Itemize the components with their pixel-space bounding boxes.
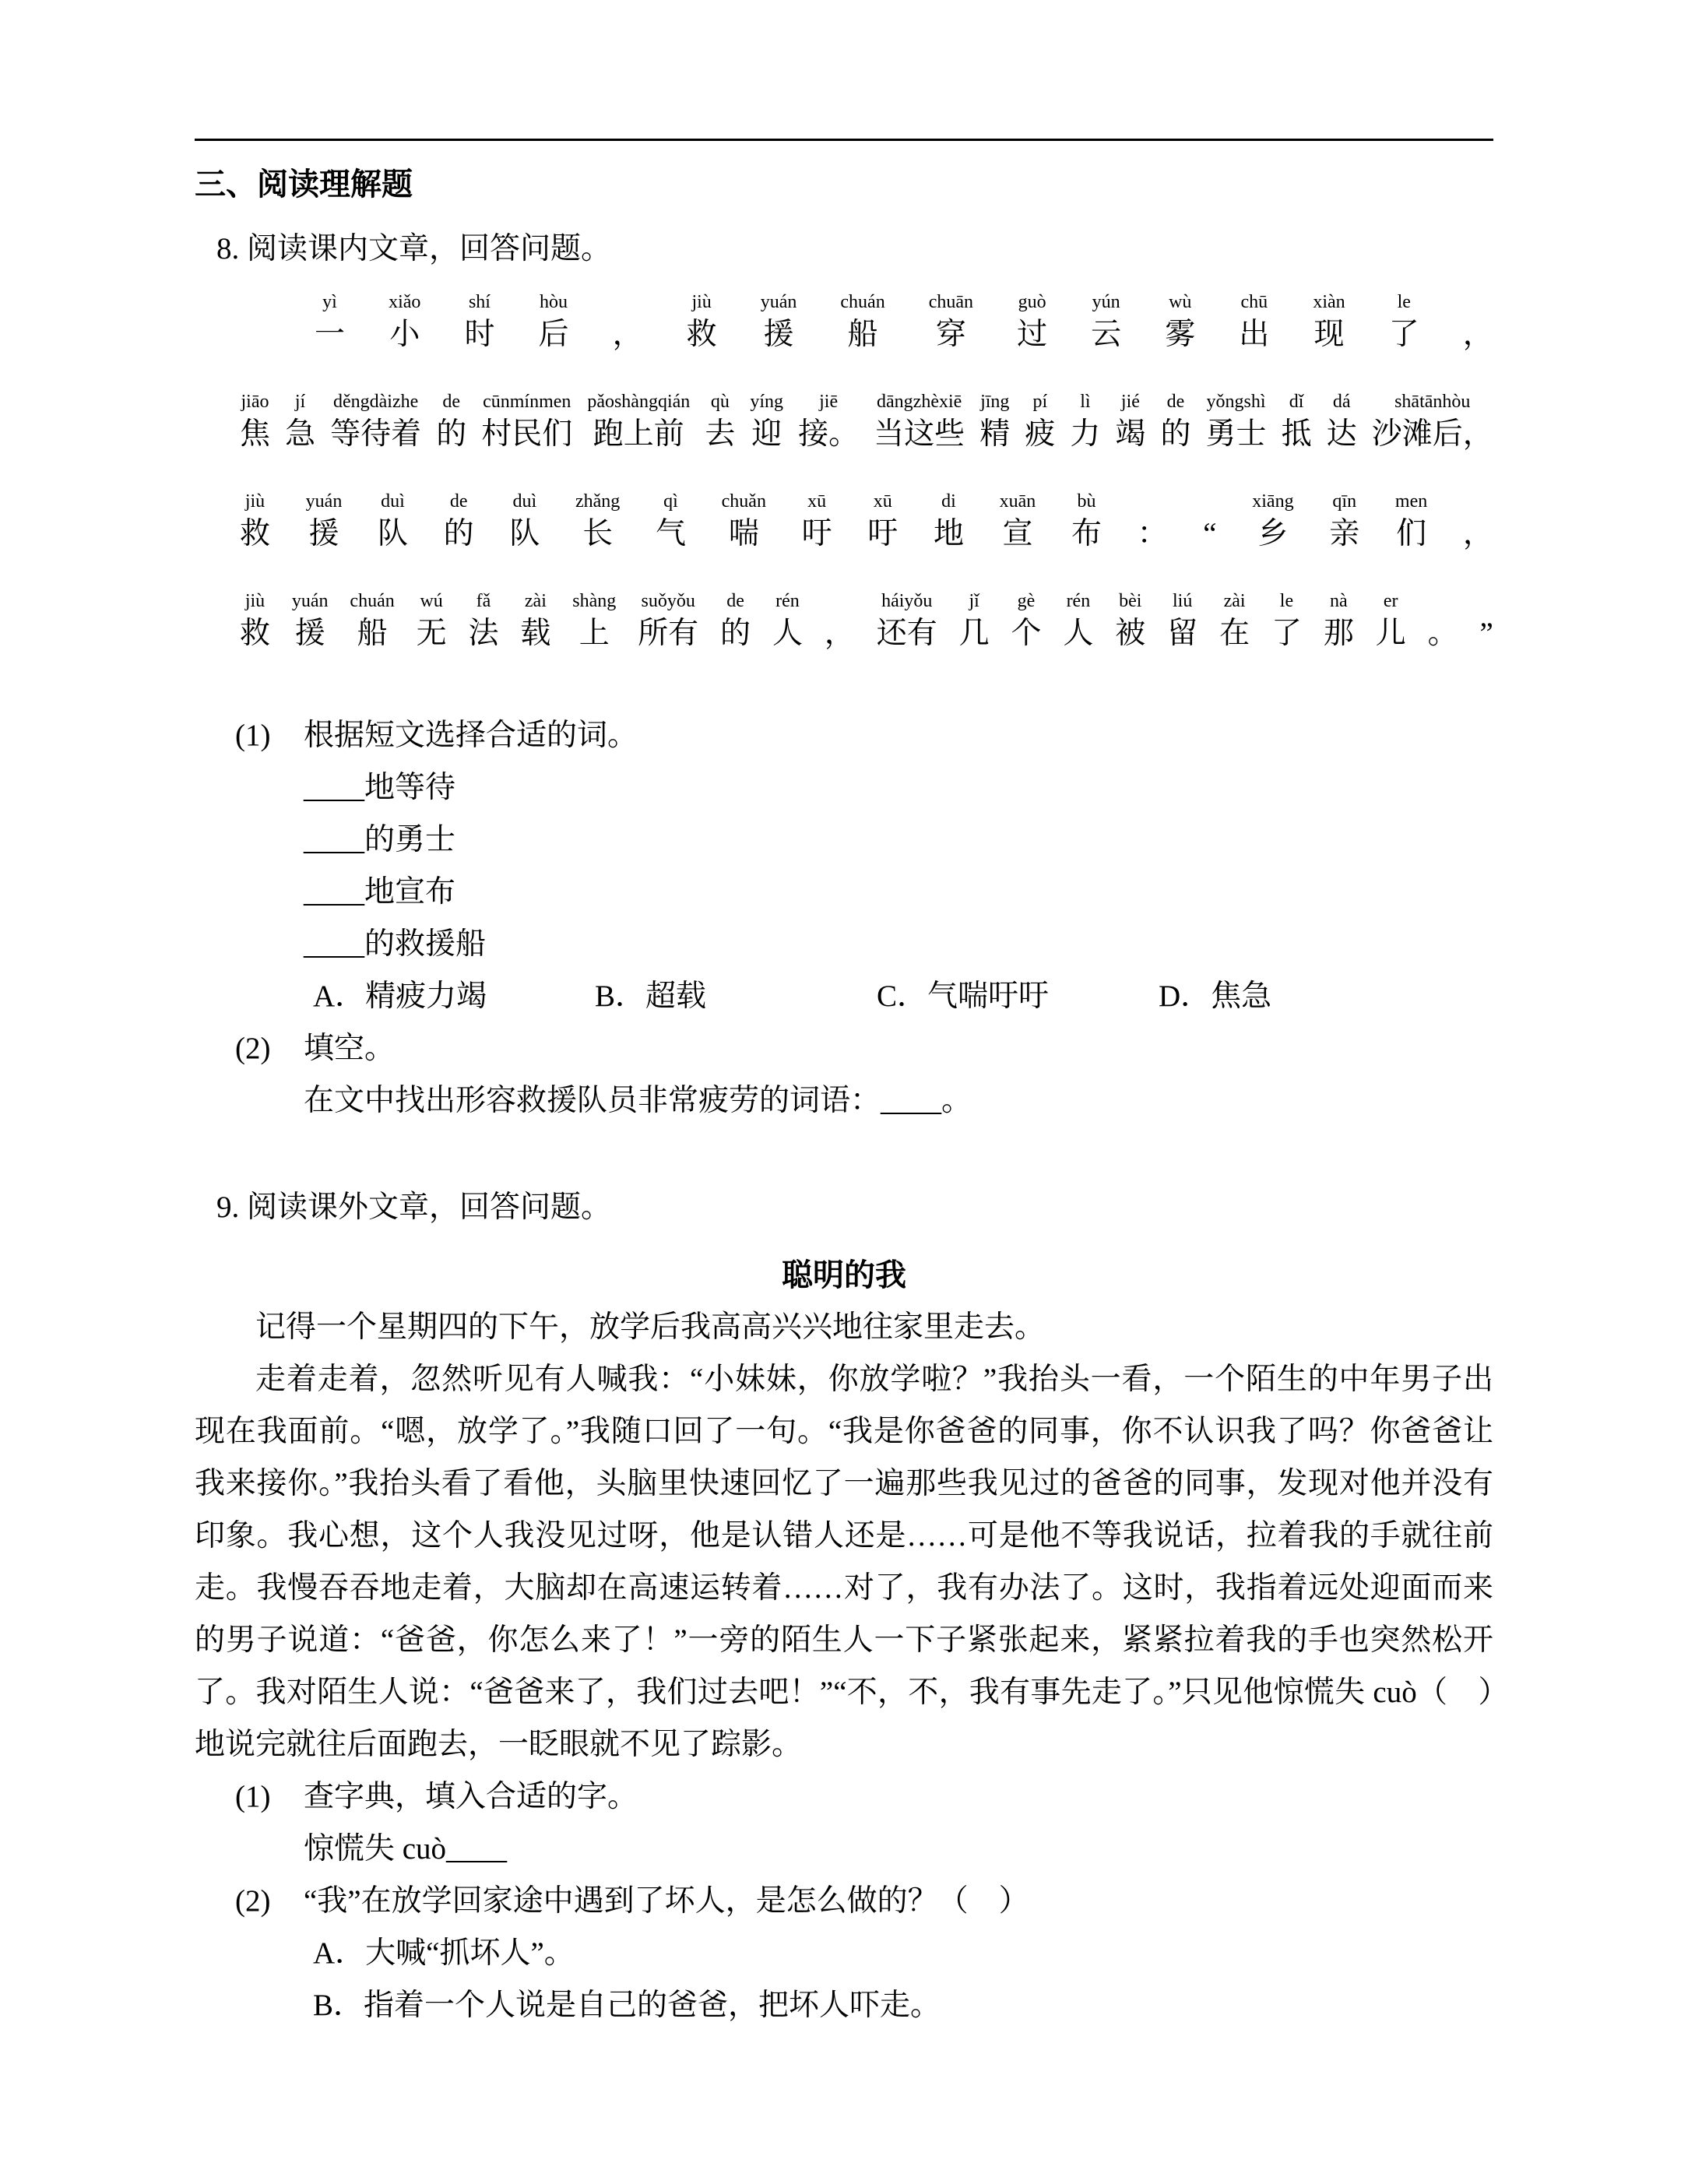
passage-line <box>240 589 1493 655</box>
ruby-token: de 的 <box>1160 392 1191 451</box>
ruby-token: “ <box>1203 517 1217 550</box>
ruby-token: ： <box>1137 517 1168 550</box>
ruby-token: wù 雾 <box>1165 292 1196 351</box>
ruby-token: le 了 <box>1271 591 1302 650</box>
ruby-token: duì 队 <box>509 491 540 550</box>
ruby-token: de 的 <box>720 591 751 650</box>
ruby-token: pǎoshàngqián 跑上前 <box>587 392 691 451</box>
paragraph: 记得一个星期四的下午，放学后我高高兴兴地往家里走去。 <box>255 1310 1046 1344</box>
option-a: A．大喊“抓坏人”。 <box>313 1936 575 1970</box>
ruby-token: jié 竭 <box>1115 392 1146 451</box>
ruby-token: gè 个 <box>1011 591 1042 650</box>
ruby-token: chuǎn 喘 <box>721 491 766 550</box>
ruby-token: jiāo 焦 <box>240 392 271 451</box>
ruby-token: jiù 救 <box>240 591 271 650</box>
ruby-token: děngdàizhe 等待着 <box>330 392 422 451</box>
sub-question-prompt: “我”在放学回家途中遇到了坏人，是怎么做的？（ ） <box>304 1884 1029 1918</box>
sub-question-head <box>235 1875 1493 1927</box>
sub-question-head <box>235 1022 1493 1074</box>
ruby-token: le 了 <box>1388 292 1419 351</box>
ruby-token: de 的 <box>443 491 474 550</box>
ruby-token: yuán 援 <box>291 591 329 650</box>
sub-question-prompt: 根据短文选择合适的词。 <box>304 719 638 752</box>
question-9 <box>195 1181 1493 2031</box>
ruby-token: lì 力 <box>1070 392 1101 451</box>
ruby-token: xiāng 乡 <box>1252 491 1294 550</box>
ruby-token: jǐ 几 <box>958 591 990 650</box>
option-a: A．精疲力竭 <box>313 979 487 1013</box>
sub-question-8-2 <box>235 1022 1493 1127</box>
ruby-token: yuán 援 <box>305 491 343 550</box>
ruby-token: dǐ 抵 <box>1281 392 1312 451</box>
sub-question-label: (1) <box>235 719 271 752</box>
ruby-token: chū 出 <box>1239 292 1270 351</box>
ruby-token: xuān 宣 <box>999 491 1036 550</box>
ruby-token: jiù 救 <box>686 292 717 351</box>
pinyin-passage <box>240 290 1493 655</box>
ruby-token: dá 达 <box>1326 392 1357 451</box>
option-d: D．焦急 <box>1159 979 1272 1013</box>
ruby-token: zài 载 <box>520 591 551 650</box>
ruby-token: jīng 精 <box>979 392 1011 451</box>
fill-blank-line: 在文中找出形容救援队员非常疲劳的词语：____。 <box>304 1084 972 1117</box>
ruby-token: rén 人 <box>1063 591 1094 650</box>
ruby-token: hòu 后 <box>538 292 569 351</box>
fill-blank-line: ____的救援船 <box>304 927 487 961</box>
ruby-token: jí 急 <box>285 392 316 451</box>
passage-line <box>315 290 1493 356</box>
ruby-token: qù 去 <box>705 392 736 451</box>
sub-question-9-1 <box>235 1771 1493 1875</box>
ruby-token: jiù 救 <box>240 491 271 550</box>
option-c: C．气喘吁吁 <box>877 979 1050 1013</box>
ruby-token: guò 过 <box>1017 292 1048 351</box>
ruby-token: xū 吁 <box>867 491 899 550</box>
ruby-token: 。 <box>1427 617 1458 650</box>
ruby-token: nà 那 <box>1323 591 1354 650</box>
article-title: 聪明的我 <box>782 1257 906 1292</box>
ruby-token: jiē 接。 <box>798 392 860 451</box>
sub-question-8-1 <box>235 709 1493 1022</box>
ruby-token: di 地 <box>933 491 964 550</box>
ruby-token: chuán 船 <box>840 292 885 351</box>
ruby-token: ， <box>1462 318 1493 351</box>
ruby-token: xiàn 现 <box>1313 292 1345 351</box>
sub-question-body <box>304 1823 1493 1875</box>
ruby-token: ， <box>1462 517 1493 550</box>
sub-question-prompt: 填空。 <box>304 1032 396 1065</box>
ruby-token: yǒngshì 勇士 <box>1205 392 1267 451</box>
ruby-token: bù 布 <box>1071 491 1102 550</box>
ruby-token: cūnmínmen 村民们 <box>481 392 573 451</box>
ruby-token: liú 留 <box>1167 591 1198 650</box>
option-b: B．指着一个人说是自己的爸爸，把坏人吓走。 <box>313 1989 941 2022</box>
ruby-token: ， <box>824 617 855 650</box>
ruby-token: wú 无 <box>416 591 447 650</box>
section-title: 三、阅读理解题 <box>195 167 413 202</box>
ruby-token: men 们 <box>1394 491 1428 550</box>
question-8 <box>195 223 1493 1127</box>
top-divider <box>195 139 1493 141</box>
sub-question-prompt: 查字典，填入合适的字。 <box>304 1780 638 1813</box>
ruby-token: er 儿 <box>1375 591 1406 650</box>
option-b: B．超载 <box>595 979 707 1013</box>
ruby-token: duì 队 <box>377 491 408 550</box>
ruby-token: yuán 援 <box>760 292 797 351</box>
ruby-token: yíng 迎 <box>750 392 784 451</box>
ruby-token: rén 人 <box>772 591 803 650</box>
ruby-token: háiyǒu 还有 <box>876 591 937 650</box>
ruby-token: shàng 上 <box>572 591 617 650</box>
ruby-token: de 的 <box>436 392 467 451</box>
ruby-token: pí 疲 <box>1025 392 1056 451</box>
question-9-prompt: 9. 阅读课外文章，回答问题。 <box>216 1190 612 1224</box>
fill-blank-line: 惊慌失 cuò____ <box>304 1832 508 1866</box>
sub-question-body <box>304 1074 1493 1127</box>
sub-question-label: (2) <box>235 1884 271 1918</box>
ruby-token: chuān 穿 <box>928 292 974 351</box>
sub-question-9-2 <box>235 1875 1493 2031</box>
ruby-token: ” <box>1479 617 1493 650</box>
ruby-token: xiǎo 小 <box>389 292 421 351</box>
ruby-token: qì 气 <box>655 491 686 550</box>
ruby-token: suǒyǒu 所有 <box>638 591 699 650</box>
fill-blank-line: ____地等待 <box>304 771 456 804</box>
q9-passage <box>195 1301 1493 1771</box>
question-8-prompt: 8. 阅读课内文章，回答问题。 <box>216 232 612 266</box>
ruby-token: yì 一 <box>315 292 346 351</box>
sub-question-head <box>235 1771 1493 1823</box>
ruby-token: shātānhòu 沙滩后， <box>1371 392 1493 451</box>
ruby-token: zhǎng 长 <box>575 491 621 550</box>
fill-blank-line: ____的勇士 <box>304 823 456 856</box>
paragraph: 走着走着，忽然听见有人喊我：“小妹妹，你放学啦？”我抬头一看，一个陌生的中年男子出现在我面前。“嗯，放学了。”我随口回了一句。“我是你爸爸的同事，你不认识我了吗？你爸爸让我来接你。”我抬头看了看他，头脑里快速回忆了一遍那些我见过的爸爸的同事，发现对他并没有印象。我心想，这个人我没见过呀，他是认错人还是……可是他不等我说话，拉着我的手就往前走。我慢吞吞地走着，大脑却在高速运转着……对了，我有办法了。这时，我指着远处迎面而来的男子说道：“爸爸，你怎么来了！”一旁的陌生人一下子紧张起来，紧紧拉着我的手也突然松开了。我对陌生人说：“爸爸来了，我们过去吧！”“不，不，我有事先走了。”只见他惊慌失 cuò（ ）地说完就往后面跑去，一眨眼就不见了踪影。 <box>195 1363 1493 1761</box>
ruby-token: shí 时 <box>464 292 495 351</box>
sub-question-label: (2) <box>235 1032 271 1065</box>
passage-line <box>240 390 1493 455</box>
sub-question-head <box>235 709 1493 761</box>
sub-question-body <box>304 761 1493 1022</box>
ruby-token: dāngzhèxiē 当这些 <box>874 392 965 451</box>
fill-blank-line: ____地宣布 <box>304 875 456 909</box>
ruby-token: fǎ 法 <box>468 591 499 650</box>
ruby-token: yún 云 <box>1091 292 1122 351</box>
sub-question-body <box>304 1927 1493 2031</box>
sub-question-label: (1) <box>235 1780 271 1813</box>
ruby-token: bèi 被 <box>1115 591 1146 650</box>
ruby-token: ， <box>612 318 643 351</box>
ruby-token: qīn 亲 <box>1329 491 1360 550</box>
ruby-token: zài 在 <box>1219 591 1250 650</box>
passage-line <box>240 490 1493 555</box>
ruby-token: chuán 船 <box>350 591 395 650</box>
ruby-token: xū 吁 <box>801 491 832 550</box>
choice-options-row <box>313 970 1493 1022</box>
